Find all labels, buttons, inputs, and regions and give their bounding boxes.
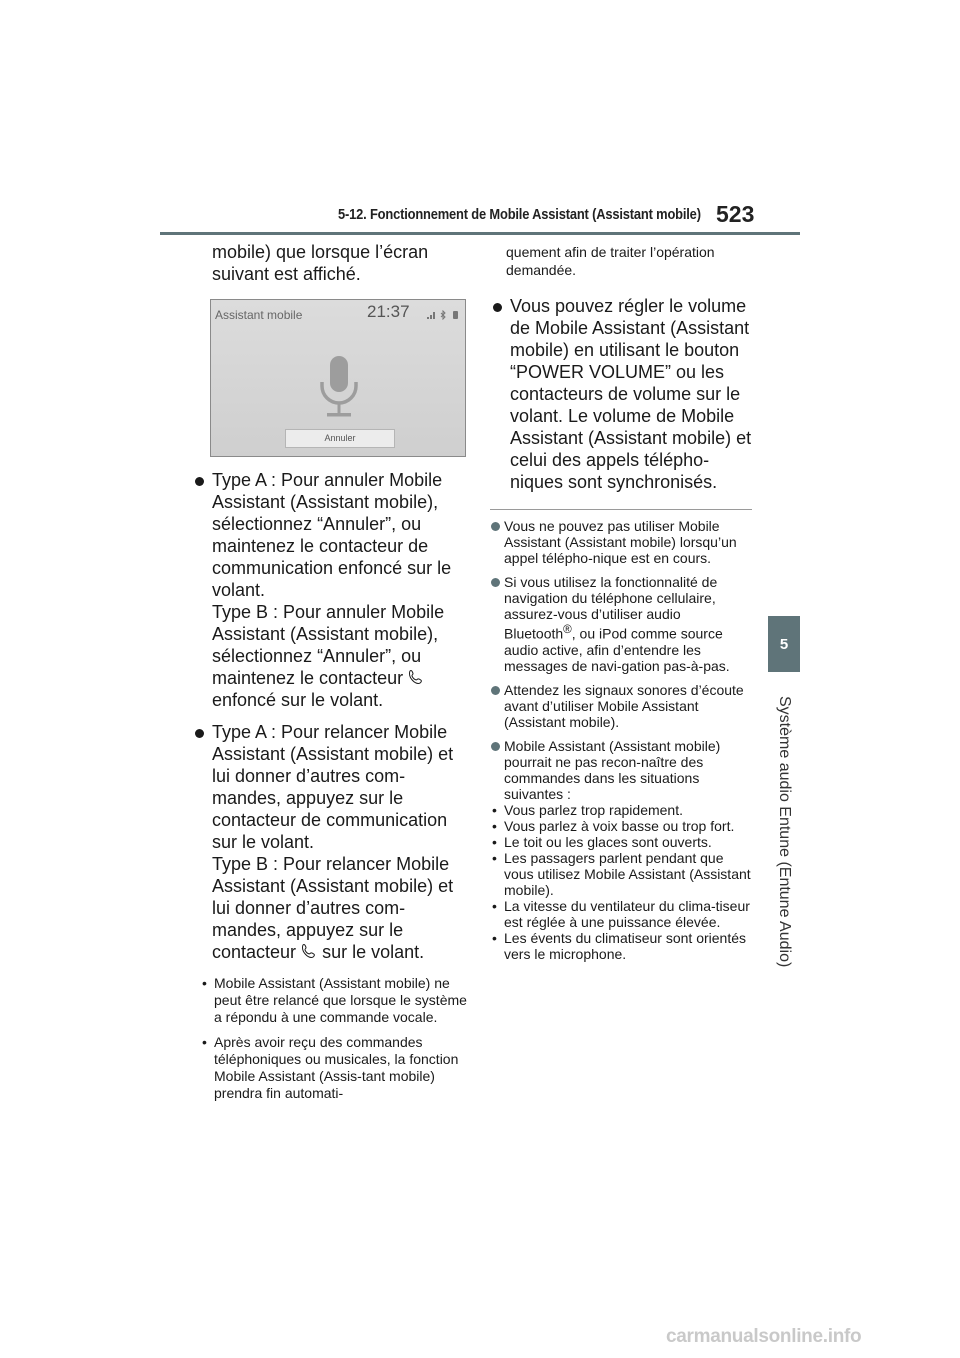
microphone-icon xyxy=(317,356,361,420)
small-note-1-text: Mobile Assistant (Assistant mobile) ne peut être relancé que lorsque le système a répondu à une commande vocale. xyxy=(214,975,467,1025)
sub-bullet: • xyxy=(492,929,497,946)
intro-line-1: mobile) que lorsque l’écran xyxy=(212,242,429,262)
note-dot xyxy=(491,522,500,531)
registered-mark: ® xyxy=(563,623,572,636)
note-4-item-text: Les évents du climatiseur sont orientés vers le microphone. xyxy=(504,929,747,962)
bullet-volume-text: Vous pouvez régler le volume de Mobile Assistant (Assistant mobile) en utilisant le bouton “POWER VOLUME” ou les contacteurs de volume sur le volant. Le volume de Mobile Assistant (Assistant mobile) et celui des appels télépho-niques sont synchronisés. xyxy=(510,296,752,492)
bullet-restart xyxy=(192,721,468,963)
bullet-volume xyxy=(490,295,752,493)
note-1-text: Vous ne pouvez pas utiliser Mobile Assistant (Assistant mobile) lorsqu’un appel télépho-nique est en cours. xyxy=(504,518,737,566)
bluetooth-icon xyxy=(440,310,447,320)
battery-icon xyxy=(452,310,459,320)
page-number: 523 xyxy=(716,201,755,227)
sub-bullet: • xyxy=(492,833,497,850)
chapter-tab xyxy=(768,616,800,672)
sub-bullet: • xyxy=(492,897,497,914)
note-4-item xyxy=(490,850,752,898)
phone-icon xyxy=(301,943,317,959)
watermark: carmanualsonline.info xyxy=(666,1326,862,1347)
bullet-restart-type-b-text: Type B : Pour relancer Mobile Assistant (Assistant mobile) et lui donner d’autres com-mandes, appuyez sur le contacteur xyxy=(212,854,454,962)
note-4-item-text: Vous parlez à voix basse ou trop fort. xyxy=(504,817,735,834)
note-4-item xyxy=(490,930,752,962)
note-4-item-text: Les passagers parlent pendant que vous utilisez Mobile Assistant (Assistant mobile). xyxy=(504,849,751,898)
bullet-dot xyxy=(195,477,204,486)
screen-time: 21:37 xyxy=(367,302,410,321)
intro-line-2: suivant est affiché. xyxy=(212,264,361,284)
bullet-restart-type-a: Type A : Pour relancer Mobile Assistant (Assistant mobile) et lui donner d’autres com-mandes, appuyez sur le contacteur de communication sur le volant. xyxy=(212,722,454,852)
mobile-assistant-screen xyxy=(210,299,466,457)
signal-icon xyxy=(426,311,436,320)
note-4 xyxy=(490,738,752,802)
bullet-cancel-type-b-text: Type B : Pour annuler Mobile Assistant (Assistant mobile), sélectionnez “Annuler”, ou maintenez le contacteur xyxy=(212,602,445,688)
screen-title: Assistant mobile xyxy=(215,308,303,322)
section-title: 5-12. Fonctionnement de Mobile Assistant (Assistant mobile) xyxy=(338,206,701,223)
chapter-side-label xyxy=(770,687,798,977)
continuation-text: quement afin de traiter l’opération demandée. xyxy=(506,244,715,278)
small-note-2 xyxy=(202,1034,468,1102)
note-4-item-text: La vitesse du ventilateur du clima-tiseur est réglée à une puissance élevée. xyxy=(504,897,750,930)
note-4-item xyxy=(490,802,752,818)
note-2 xyxy=(490,574,752,674)
bullet-cancel-type-a: Type A : Pour annuler Mobile Assistant (Assistant mobile), sélectionnez “Annuler”, ou maintenez le contacteur de communication enfoncé sur le volant. xyxy=(212,470,452,600)
phone-icon xyxy=(408,669,424,685)
note-dot xyxy=(491,686,500,695)
cancel-button[interactable]: Annuler xyxy=(285,429,395,448)
bullet-dot xyxy=(195,729,204,738)
bullet-restart-type-b-end: sur le volant. xyxy=(322,942,425,962)
note-dot xyxy=(491,742,500,751)
note-2-text-end: , ou iPod comme source audio active, afin d’entendre les messages de navi-gation pas-à-pas. xyxy=(504,625,730,674)
chapter-label: Système audio Entune (Entune Audio) xyxy=(776,696,793,968)
chapter-number: 5 xyxy=(779,635,789,653)
bullet-dot xyxy=(493,303,502,312)
bullet-cancel xyxy=(192,469,468,711)
small-note-2-text: Après avoir reçu des commandes téléphoniques ou musicales, la fonction Mobile Assistant (Assis-tant mobile) prendra fin automati- xyxy=(214,1034,459,1101)
bullet-cancel-type-b-end: enfoncé sur le volant. xyxy=(212,690,384,710)
small-bullet: • xyxy=(202,975,207,991)
note-4-text: Mobile Assistant (Assistant mobile) pourrait ne pas recon-naître des commandes dans les situations suivantes : xyxy=(504,737,721,802)
note-divider xyxy=(490,509,752,510)
note-2-text: Si vous utilisez la fonctionnalité de navigation du téléphone cellulaire, assurez-vous d’utiliser audio Bluetooth xyxy=(504,574,718,642)
note-3-text: Attendez les signaux sonores d’écoute avant d’utiliser Mobile Assistant (Assistant mobile). xyxy=(504,681,744,730)
note-4-item-text: Le toit ou les glaces sont ouverts. xyxy=(504,833,712,850)
note-dot xyxy=(491,578,500,587)
bullet-restart-type-b xyxy=(212,853,468,963)
right-column xyxy=(490,240,752,962)
sub-bullet: • xyxy=(492,849,497,866)
bullet-cancel-type-b xyxy=(212,601,468,711)
left-column xyxy=(202,240,468,1102)
note-3 xyxy=(490,682,752,730)
header-rule xyxy=(160,232,800,235)
note-4-item xyxy=(490,818,752,834)
sub-bullet: • xyxy=(492,817,497,834)
note-4-item-text: Vous parlez trop rapidement. xyxy=(504,801,683,818)
note-4-item xyxy=(490,834,752,850)
small-bullet: • xyxy=(202,1034,207,1050)
sub-bullet: • xyxy=(492,801,497,818)
note-1 xyxy=(490,518,752,566)
note-4-item xyxy=(490,898,752,930)
small-note-1 xyxy=(202,975,468,1026)
status-icons xyxy=(426,306,459,328)
